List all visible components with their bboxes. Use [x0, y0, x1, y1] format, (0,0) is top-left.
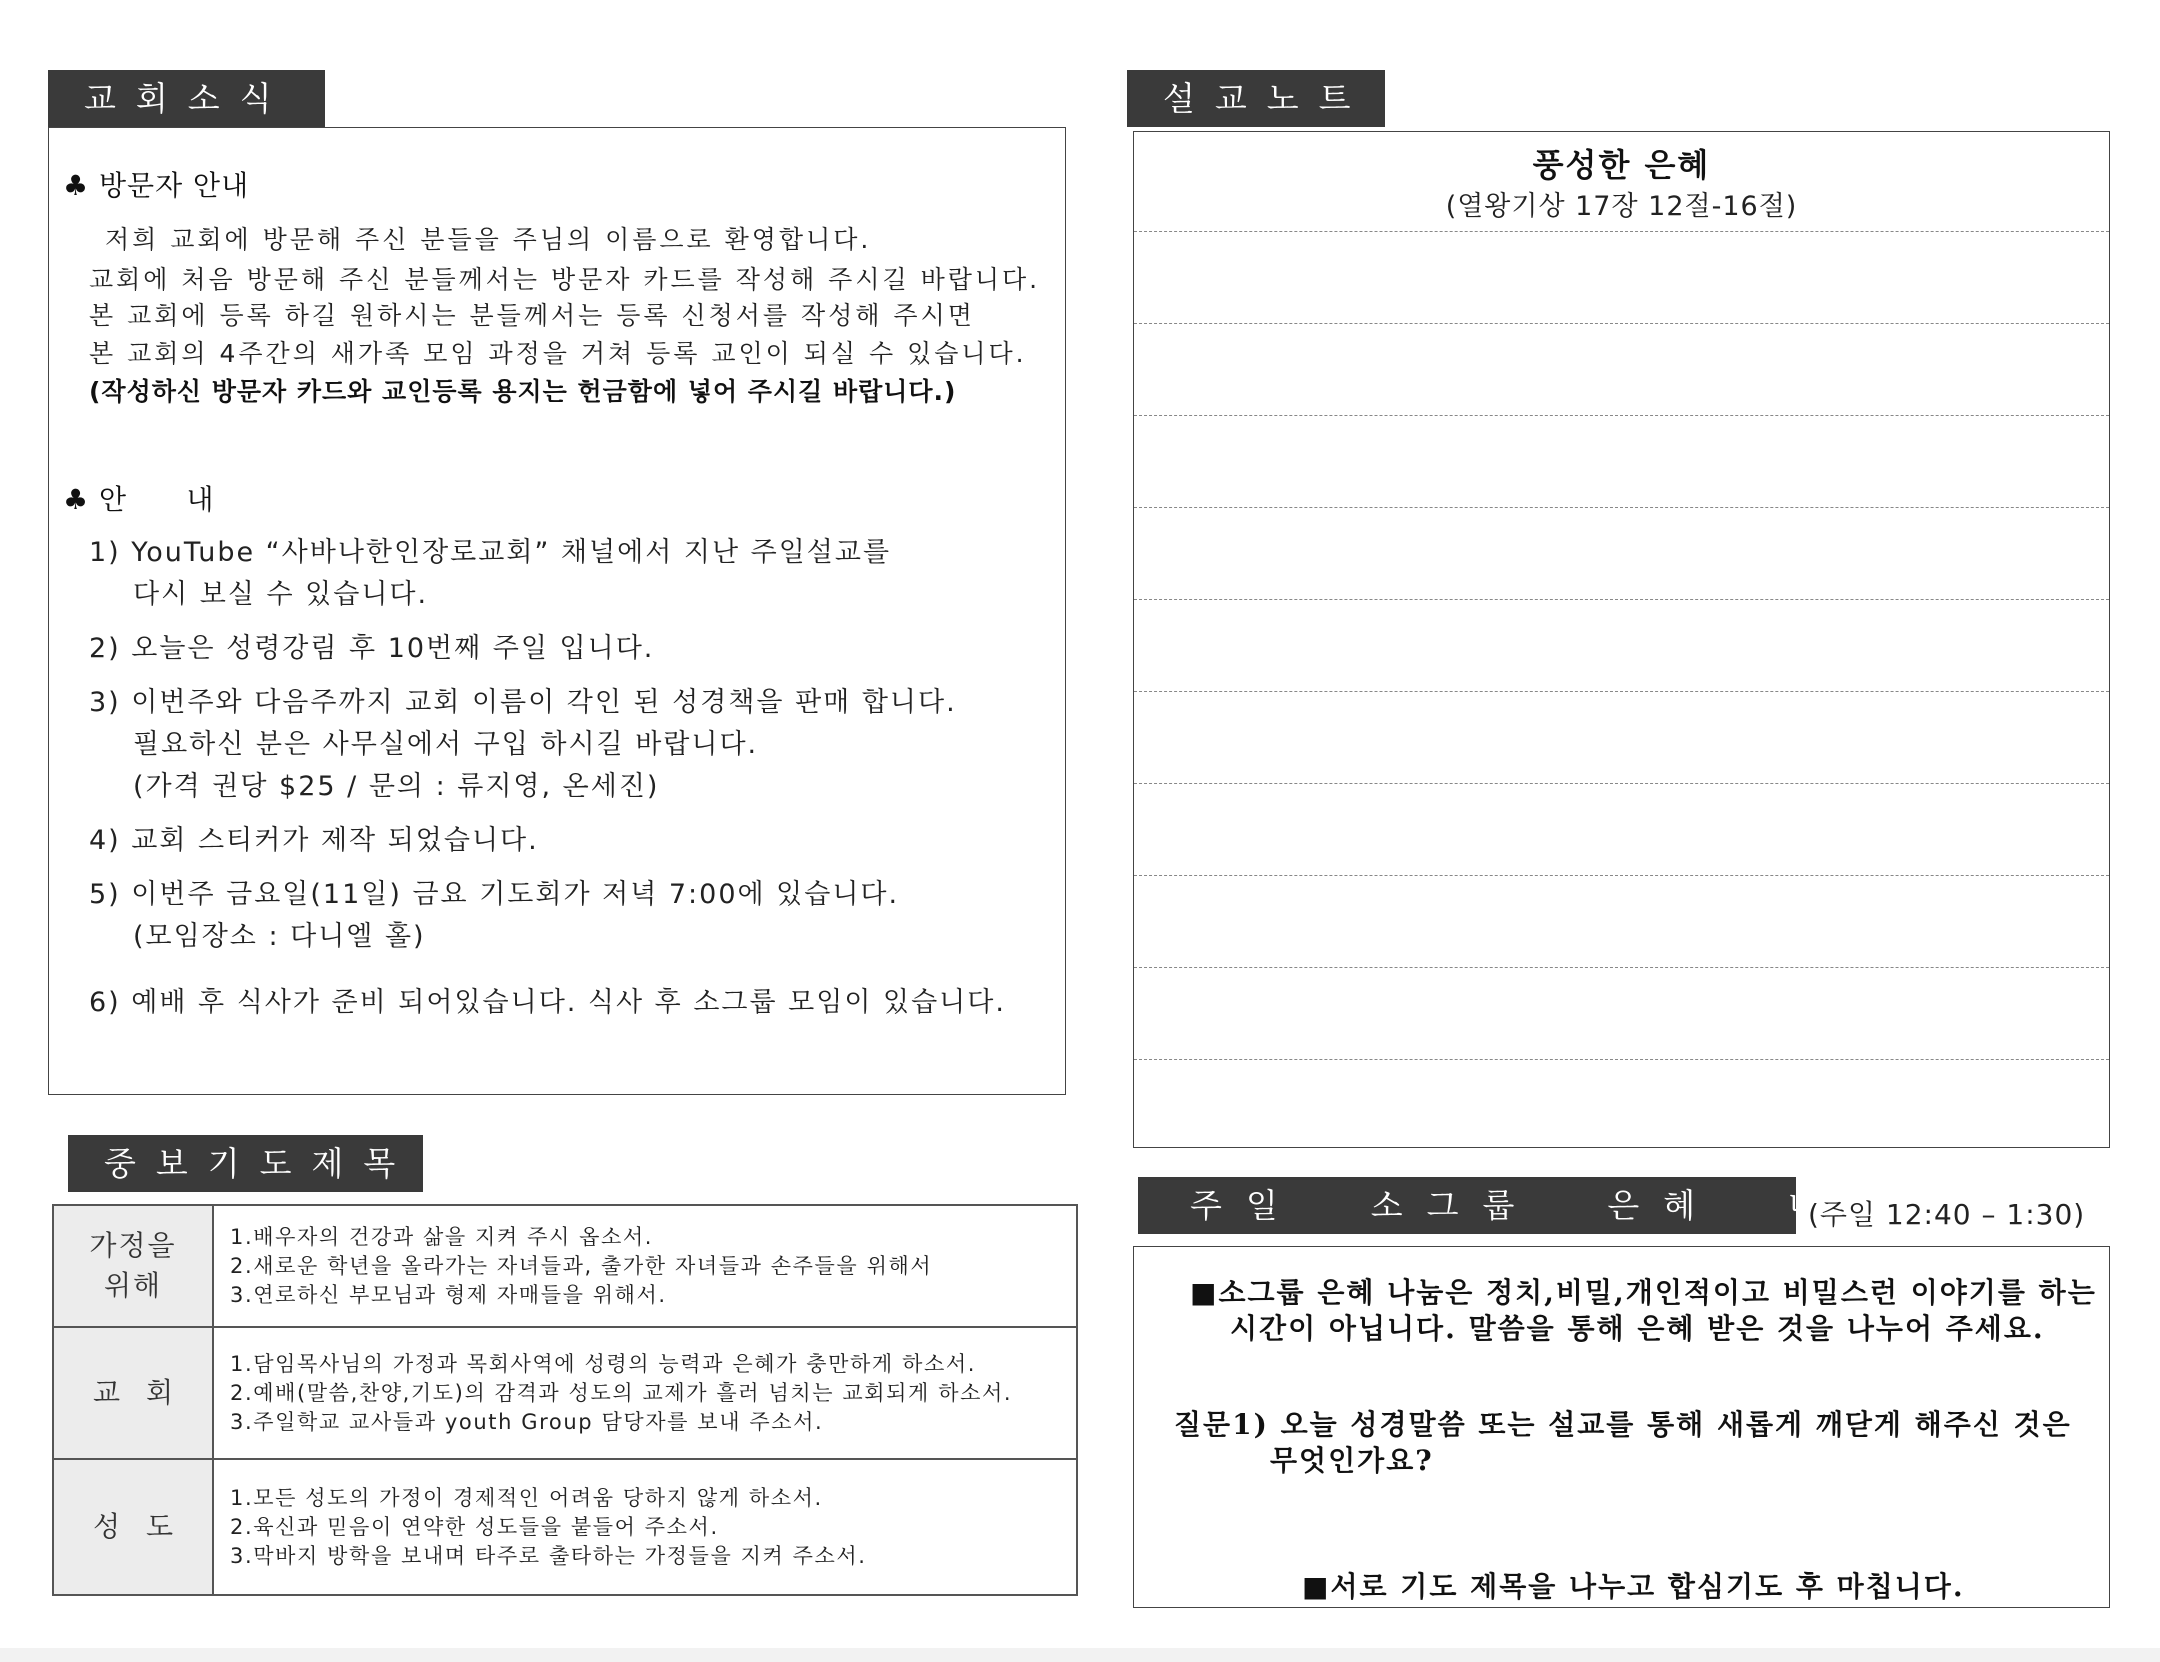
sermon-note-header: 설교노트: [1127, 70, 1385, 127]
announce-item: 6) 예배 후 식사가 준비 되어있습니다. 식사 후 소그룹 모임이 있습니다.: [89, 987, 1006, 1018]
note-line: [1134, 967, 2109, 968]
sermon-note-box: [1133, 131, 2110, 1148]
page-bottom-strip: [0, 1648, 2160, 1662]
prayer-row-members: [53, 1459, 1077, 1595]
note-line: [1134, 231, 2109, 232]
note-line: [1134, 507, 2109, 508]
announce-item: (가격 권당 $25 / 문의 : 류지영, 온세진): [133, 771, 660, 802]
small-group-time: (주일 12:40 – 1:30): [1808, 1198, 2086, 1231]
note-line: [1134, 1059, 2109, 1060]
sermon-reference: (열왕기상 17장 12절-16절): [1445, 191, 1798, 222]
prayer-row-church: [53, 1327, 1077, 1459]
prayer-row-family: [53, 1205, 1077, 1327]
announce-item: 다시 보실 수 있습니다.: [133, 579, 429, 610]
church-news-header: 교회소식: [48, 70, 325, 127]
prayer-category: 교회: [53, 1327, 213, 1459]
announce-item: (모임장소 : 다니엘 홀): [133, 921, 426, 952]
small-group-closing: ■서로 기도 제목을 나누고 합심기도 후 마칩니다.: [1302, 1570, 1965, 1603]
announce-heading: ♣ 안 내: [63, 483, 215, 516]
visitor-note: (작성하신 방문자 카드와 교인등록 용지는 헌금함에 넣어 주시길 바랍니다.): [89, 377, 957, 406]
prayer-category: 가정을 위해: [53, 1205, 213, 1327]
note-line: [1134, 323, 2109, 324]
visitor-line: 본 교회에 등록 하길 원하시는 분들께서는 등록 신청서를 작성해 주시면: [89, 301, 975, 330]
prayer-header: 중보기도제목: [68, 1135, 423, 1192]
prayer-category: 성도: [53, 1459, 213, 1595]
small-group-question: 질문1) 오늘 성경말씀 또는 설교를 통해 새롭게 깨닫게 해주신 것은: [1174, 1408, 2072, 1441]
small-group-box: [1133, 1246, 2110, 1608]
small-group-note: 시간이 아닙니다. 말씀을 통해 은혜 받은 것을 나누어 주세요.: [1230, 1312, 2045, 1345]
note-line: [1134, 783, 2109, 784]
prayer-items: 1.담임목사님의 가정과 목회사역에 성령의 능력과 은혜가 충만하게 하소서. 2.예배(말씀,찬양,기도)의 감격과 성도의 교제가 흘러 넘치는 교회되게 하소서. 3.주일학교 교사들과 youth Group 담당자를 보내 주소서.: [213, 1327, 1077, 1459]
announce-item: 3) 이번주와 다음주까지 교회 이름이 각인 된 성경책을 판매 합니다.: [89, 687, 957, 718]
note-line: [1134, 875, 2109, 876]
small-group-note: ■소그룹 은혜 나눔은 정치,비밀,개인적이고 비밀스런 이야기를 하는: [1190, 1276, 2097, 1309]
visitor-line: 본 교회의 4주간의 새가족 모임 과정을 거쳐 등록 교인이 되실 수 있습니다.: [89, 339, 1027, 368]
note-line: [1134, 415, 2109, 416]
visitor-line: 교회에 처음 방문해 주신 분들께서는 방문자 카드를 작성해 주시길 바랍니다.: [89, 265, 1041, 294]
prayer-items: 1.모든 성도의 가정이 경제적인 어려움 당하지 않게 하소서. 2.육신과 믿음이 연약한 성도들을 붙들어 주소서. 3.막바지 방학을 보내며 타주로 출타하는 가정들을 지켜 주소서.: [213, 1459, 1077, 1595]
prayer-table: [52, 1204, 1078, 1596]
visitor-line: 저희 교회에 방문해 주신 분들을 주님의 이름으로 환영합니다.: [105, 225, 872, 254]
note-line: [1134, 599, 2109, 600]
announce-item: 필요하신 분은 사무실에서 구입 하시길 바랍니다.: [133, 729, 759, 760]
visitor-heading: ♣ 방문자 안내: [63, 169, 250, 202]
small-group-question: 무엇인가요?: [1270, 1444, 1434, 1477]
sermon-title: 풍성한 은혜: [1532, 146, 1711, 184]
prayer-items: 1.배우자의 건강과 삶을 지켜 주시 옵소서. 2.새로운 학년을 올라가는 자녀들과, 출가한 자녀들과 손주들을 위해서 3.연로하신 부모님과 형제 자매들을 위해서.: [213, 1205, 1077, 1327]
note-line: [1134, 691, 2109, 692]
announce-item: 4) 교회 스티커가 제작 되었습니다.: [89, 825, 539, 856]
announce-item: 2) 오늘은 성령강림 후 10번째 주일 입니다.: [89, 633, 655, 664]
small-group-header: 주일 소그룹 은혜 나눔: [1138, 1177, 1796, 1234]
announce-item: 1) YouTube “사바나한인장로교회” 채널에서 지난 주일설교를: [89, 537, 892, 568]
announce-item: 5) 이번주 금요일(11일) 금요 기도회가 저녁 7:00에 있습니다.: [89, 879, 900, 910]
church-news-box: [48, 127, 1066, 1095]
